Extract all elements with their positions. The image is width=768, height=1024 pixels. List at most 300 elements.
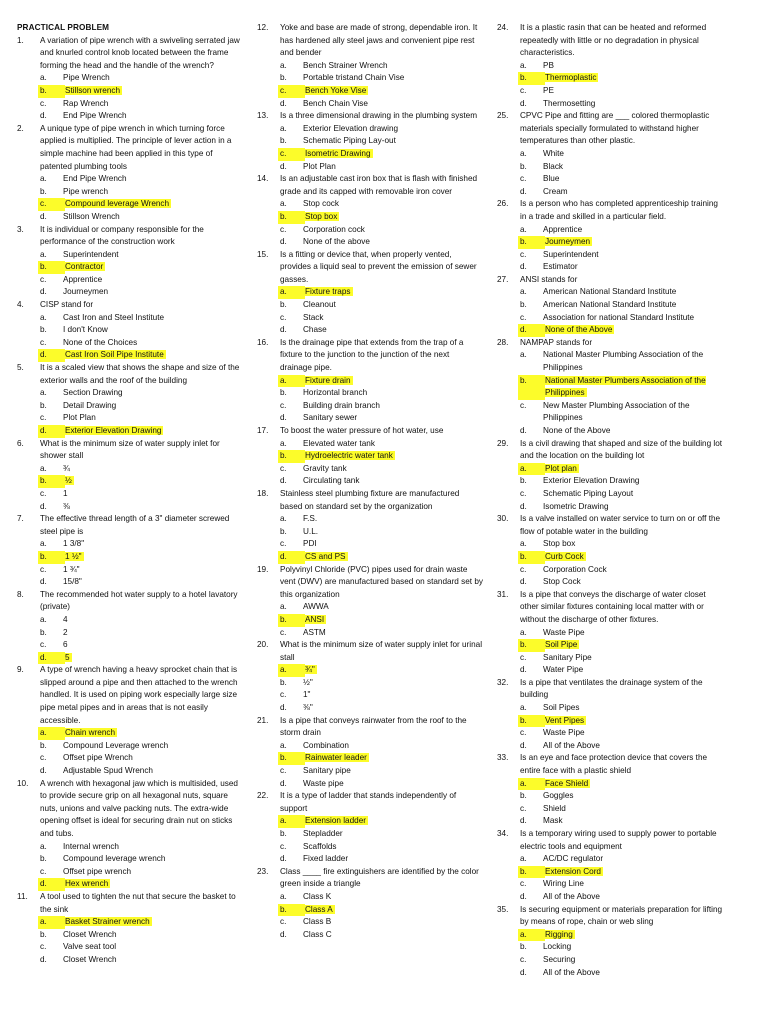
answer-option-highlighted [520,324,723,337]
option-text: Mask [543,816,563,826]
option-text: Class A [305,904,333,914]
option-text: Waste Pipe [543,627,585,637]
question-text: Is a temporary wiring used to supply power to portable electric tools and equipment [520,829,717,851]
option-text: ¾ [63,463,70,473]
option-letter: a. [520,703,527,713]
option-letter: d. [520,501,527,511]
option-letter: c. [40,753,47,763]
question-number: 23. [257,866,269,876]
question-text: Is a civil drawing that shaped and size of the building lot and the location on the building lot [520,438,723,461]
option-text: Basket Strainer wrench [65,917,150,927]
answer-option [280,513,483,526]
question [17,778,242,841]
question-block [257,173,483,249]
answer-option [280,841,483,854]
option-text: Horizontal branch [303,388,368,398]
answer-option [40,400,242,413]
answer-option [520,878,723,891]
option-text: Hydroelectric water tank [305,451,393,461]
question-block [17,299,242,362]
option-letter: c. [520,488,527,498]
question-number: 21. [257,715,269,725]
answer-option [40,538,242,551]
answer-option [520,538,723,551]
option-text: Stillson Wrench [63,211,120,221]
option-text: Contractor [65,262,104,272]
option-letter: a. [280,438,287,448]
question-block [257,564,483,640]
answer-option [520,891,723,904]
question-number: 14. [257,174,269,184]
answer-option [40,72,242,85]
answer-option [520,941,723,954]
option-text: 6 [63,640,68,650]
option-letter: d. [40,287,47,297]
answer-option [280,475,483,488]
option-letter: c. [40,98,47,108]
answer-option [520,60,723,73]
option-letter: c. [280,627,287,637]
option-text: Thermosetting [543,98,596,108]
question [497,274,723,287]
answer-option [40,412,242,425]
question-block [257,488,483,564]
option-letter: b. [520,161,527,171]
option-text: None of the Choices [63,337,138,347]
answer-option [520,627,723,640]
option-text: ⅜" [303,703,313,713]
answer-option [280,828,483,841]
question-number: 31. [497,589,509,599]
option-letter: d. [38,425,65,438]
option-letter: b. [38,261,65,274]
option-letter: d. [40,954,47,964]
option-letter: d. [280,413,287,423]
question-number: 19. [257,564,269,574]
option-text: Chain wrench [65,728,116,738]
question-number: 20. [257,640,269,650]
question-block [497,752,723,828]
question-number: 28. [497,337,509,347]
option-text: Building drain branch [303,400,380,410]
option-text: Class C [303,929,332,939]
question-block [497,22,723,110]
option-letter: d. [280,778,287,788]
option-letter: a. [520,350,527,360]
option-letter: a. [40,249,47,259]
option-letter: b. [280,388,287,398]
answer-option-highlighted [40,878,242,891]
answer-option [40,740,242,753]
option-text: All of the Above [543,891,600,901]
answer-option-highlighted [40,727,242,740]
option-text: Cleanout [303,300,336,310]
option-text: None of the above [303,237,370,247]
question-text: A wrench with hexagonal jaw which is multisided, used to provide secure grip on all hexagonal nuts, square nuts, unions and valve packing nuts. The extra-wide opening offset is ideal for securing drain nut on sticks and tubs. [40,778,238,838]
question-text: It is a scaled view that shows the shape and size of the exterior walls and the roof of the building [40,363,240,385]
answer-option [520,790,723,803]
option-letter: a. [280,199,287,209]
option-text: White [543,148,564,158]
option-letter: b. [520,476,527,486]
answer-option-highlighted [520,463,723,476]
answer-option [280,853,483,866]
question-text: Is a three dimensional drawing in the plumbing system [280,111,478,121]
option-letter: c. [520,249,527,259]
option-text: Sanitary sewer [303,413,358,423]
answer-option [40,337,242,350]
answer-option [520,299,723,312]
answer-option [40,501,242,514]
column-3 [497,22,723,979]
option-text: Apprentice [63,274,103,284]
option-text: Isometric Drawing [543,501,609,511]
option-letter: d. [280,929,287,939]
answer-option [40,387,242,400]
option-letter: d. [520,98,527,108]
option-letter: c. [280,539,287,549]
answer-option [280,161,483,174]
option-letter: a. [278,664,305,677]
answer-option [280,387,483,400]
question-number: 22. [257,791,269,801]
answer-option-highlighted [280,614,483,627]
answer-option [40,211,242,224]
option-letter: a. [38,916,65,929]
answer-option-highlighted [280,450,483,463]
option-text: Cast Iron and Steel Institute [63,312,165,322]
option-text: Pipe wrench [63,186,109,196]
answer-option [520,286,723,299]
option-letter: d. [40,501,47,511]
option-letter: b. [518,236,545,249]
option-letter: d. [520,577,527,587]
question-block [497,513,723,589]
answer-option [520,148,723,161]
option-text: Schematic Piping Lay-out [303,136,396,146]
question-text: NAMPAP stands for [520,337,593,347]
option-text: Section Drawing [63,388,123,398]
answer-option [520,98,723,111]
answer-option [280,463,483,476]
option-letter: b. [518,72,545,85]
answer-option [280,627,483,640]
option-letter: c. [280,841,287,851]
answer-option [520,475,723,488]
question-block [497,110,723,198]
question-block [17,664,242,777]
option-letter: d. [280,854,287,864]
question-text: Is securing equipment or materials preparation for lifting by means of rope, chain or web sling [520,904,723,927]
option-text: Class B [303,917,332,927]
option-letter: b. [40,186,47,196]
option-text: 2 [63,627,68,637]
question-text: Is an adjustable cast iron box that is flash with finished grade and its capped with removable iron cover [280,174,478,196]
option-text: 1 ½" [65,551,82,561]
question [497,513,723,538]
option-text: Sanitary Pipe [543,652,592,662]
option-letter: d. [278,551,305,564]
answer-option [520,186,723,199]
option-text: 1 3/8" [63,539,85,549]
option-text: Adjustable Spud Wrench [63,766,153,776]
answer-option [280,538,483,551]
option-letter: d. [280,325,287,335]
option-text: Compound Leverage wrench [63,740,169,750]
option-text: Gravity tank [303,463,347,473]
question [17,891,242,916]
question-block [257,866,483,942]
answer-option-highlighted [520,236,723,249]
option-letter: a. [278,286,305,299]
option-text: PDI [303,539,317,549]
question-text: CISP stand for [40,300,94,310]
answer-option [40,249,242,262]
answer-option [280,299,483,312]
option-letter: d. [40,766,47,776]
option-text: Stack [303,312,324,322]
option-text: Detail Drawing [63,400,117,410]
option-text: Compound leverage wrench [63,854,166,864]
option-letter: d. [518,324,545,337]
option-letter: a. [40,388,47,398]
option-text: Rigging [545,929,573,939]
answer-option [520,349,723,374]
answer-option [40,173,242,186]
answer-option-highlighted [520,375,723,400]
question-text: Is an eye and face protection device that covers the entire face with a plastic shield [520,753,708,776]
option-letter: b. [40,627,47,637]
option-text: Soil Pipes [543,703,580,713]
question [257,488,483,513]
answer-option-highlighted [280,904,483,917]
option-letter: b. [38,85,65,98]
option-letter: b. [280,300,287,310]
option-letter: c. [40,564,47,574]
option-text: Apprentice [543,224,583,234]
option-text: Cast Iron Soil Pipe Institute [65,350,164,360]
page-title: PRACTICAL PROBLEM [17,23,110,32]
option-letter: c. [40,640,47,650]
answer-option [520,161,723,174]
option-letter: c. [280,766,287,776]
option-letter: a. [40,312,47,322]
answer-option-highlighted [280,148,483,161]
option-letter: c. [280,224,287,234]
question-block [497,274,723,337]
question-number: 2. [17,123,24,133]
answer-option [520,85,723,98]
option-text: Association for national Standard Institute [543,312,695,322]
option-letter: b. [518,866,545,879]
option-letter: b. [278,450,305,463]
answer-option [280,526,483,539]
option-text: Water Pipe [543,665,584,675]
option-text: 1" [303,690,311,700]
option-text: Plot Plan [63,413,96,423]
question-block [17,513,242,589]
question-block [17,224,242,300]
option-letter: c. [40,274,47,284]
question-block [497,904,723,980]
question-block [257,639,483,715]
question-number: 6. [17,438,24,448]
question-block [257,790,483,866]
answer-option-highlighted [520,639,723,652]
option-letter: d. [38,878,65,891]
answer-option-highlighted [40,916,242,929]
answer-option-highlighted [40,261,242,274]
answer-option-highlighted [280,211,483,224]
question-text: A variation of pipe wrench with a swiveling serrated jaw and knurled control knob located between the frame forming the head and the handle of the wrench? [40,35,240,70]
question [257,790,483,815]
answer-option [280,236,483,249]
option-letter: d. [280,703,287,713]
question-block [497,337,723,438]
option-letter: d. [520,891,527,901]
option-text: ½ [65,476,72,486]
option-letter: b. [280,829,287,838]
option-text: Exterior Elevation Drawing [543,476,640,486]
question-number: 18. [257,488,269,498]
question-block [497,589,723,677]
question-number: 8. [17,589,24,599]
option-text: End Pipe Wrench [63,174,127,184]
option-letter: d. [520,262,527,272]
option-text: Extension ladder [305,816,366,826]
question-number: 16. [257,337,269,347]
answer-option-highlighted [40,652,242,665]
answer-option-highlighted [280,85,483,98]
answer-option [520,727,723,740]
option-text: Stepladder [303,829,343,838]
option-letter: d. [38,652,65,665]
question-number: 15. [257,249,269,259]
option-letter: b. [518,639,545,652]
option-text: Soil Pipe [545,640,578,650]
answer-option [520,853,723,866]
question-text: Is a person who has completed apprenticeship training in a trade and skilled in a particular field. [520,199,718,221]
option-letter: c. [38,198,65,211]
question-number: 25. [497,111,509,121]
option-letter: c. [40,337,47,347]
answer-option [520,400,723,425]
question-number: 1. [17,35,24,45]
question [257,249,483,287]
option-text: Schematic Piping Layout [543,488,634,498]
column-1 [17,22,242,967]
option-letter: b. [278,211,305,224]
answer-option [40,866,242,879]
option-text: ⅜ [63,501,70,511]
answer-option [280,765,483,778]
option-text: None of the Above [543,426,611,435]
option-letter: b. [278,904,305,917]
question-block [257,22,483,110]
answer-option [520,501,723,514]
option-text: Cream [543,186,568,196]
option-letter: d. [520,740,527,750]
question-block [257,337,483,425]
option-text: 4 [63,614,68,624]
option-text: Superintendent [63,249,119,259]
question [497,752,723,777]
answer-option [40,110,242,123]
question [17,35,242,73]
answer-option [280,740,483,753]
question-number: 30. [497,514,509,524]
question-number: 7. [17,514,24,524]
answer-option [520,576,723,589]
option-text: Elevated water tank [303,438,375,448]
answer-option [280,312,483,325]
option-text: Wiring Line [543,879,584,889]
question [257,715,483,740]
option-text: 1 ¾" [63,564,80,574]
option-text: National Master Plumbing Association of the Philippines [543,350,704,373]
question-number: 32. [497,677,509,687]
option-letter: c. [520,879,527,889]
option-text: Portable tristand Chain Vise [303,73,405,83]
option-letter: a. [40,539,47,549]
answer-option [40,941,242,954]
option-letter: a. [520,854,527,864]
option-letter: a. [520,60,527,70]
answer-option [40,765,242,778]
option-text: Circulating tank [303,476,360,486]
option-text: AC/DC regulator [543,854,604,864]
option-letter: b. [278,614,305,627]
option-text: None of the Above [545,325,613,335]
question-number: 11. [17,891,28,901]
answer-option [40,488,242,501]
question-text: It is a type of ladder that stands independently of support [280,791,457,813]
answer-option [280,891,483,904]
question [497,337,723,350]
question [497,904,723,929]
option-letter: c. [40,942,47,952]
option-letter: d. [520,967,527,977]
answer-option [40,841,242,854]
option-letter: a. [518,929,545,942]
question-number: 34. [497,829,509,838]
question [257,564,483,602]
option-letter: b. [280,677,287,687]
option-letter: b. [280,73,287,83]
answer-option [520,249,723,262]
question-text: Is a valve installed on water service to turn on or off the flow of potable water in the building [520,514,721,536]
question-number: 17. [257,426,269,435]
option-text: Stop cock [303,199,339,209]
option-text: U.L. [303,526,319,536]
answer-option [280,916,483,929]
question-text: A unique type of pipe wrench in which turning force applied is multiplied. The principle of lever action in a simple machine had been applied in this type of patented plumbing tools [40,123,232,171]
option-letter: d. [280,476,287,486]
answer-option [40,853,242,866]
option-text: ½" [303,677,313,687]
option-text: PB [543,60,554,70]
question-text: Is a fitting or device that, when properly vented, provides a liquid seal to prevent the emission of sewer gasses. [280,249,477,284]
answer-option-highlighted [40,198,242,211]
option-text: Waste Pipe [543,728,585,738]
answer-option [40,614,242,627]
option-letter: a. [40,174,47,184]
option-letter: c. [278,85,305,98]
question [17,664,242,727]
answer-option [280,400,483,413]
answer-option [40,627,242,640]
option-letter: d. [280,98,287,108]
